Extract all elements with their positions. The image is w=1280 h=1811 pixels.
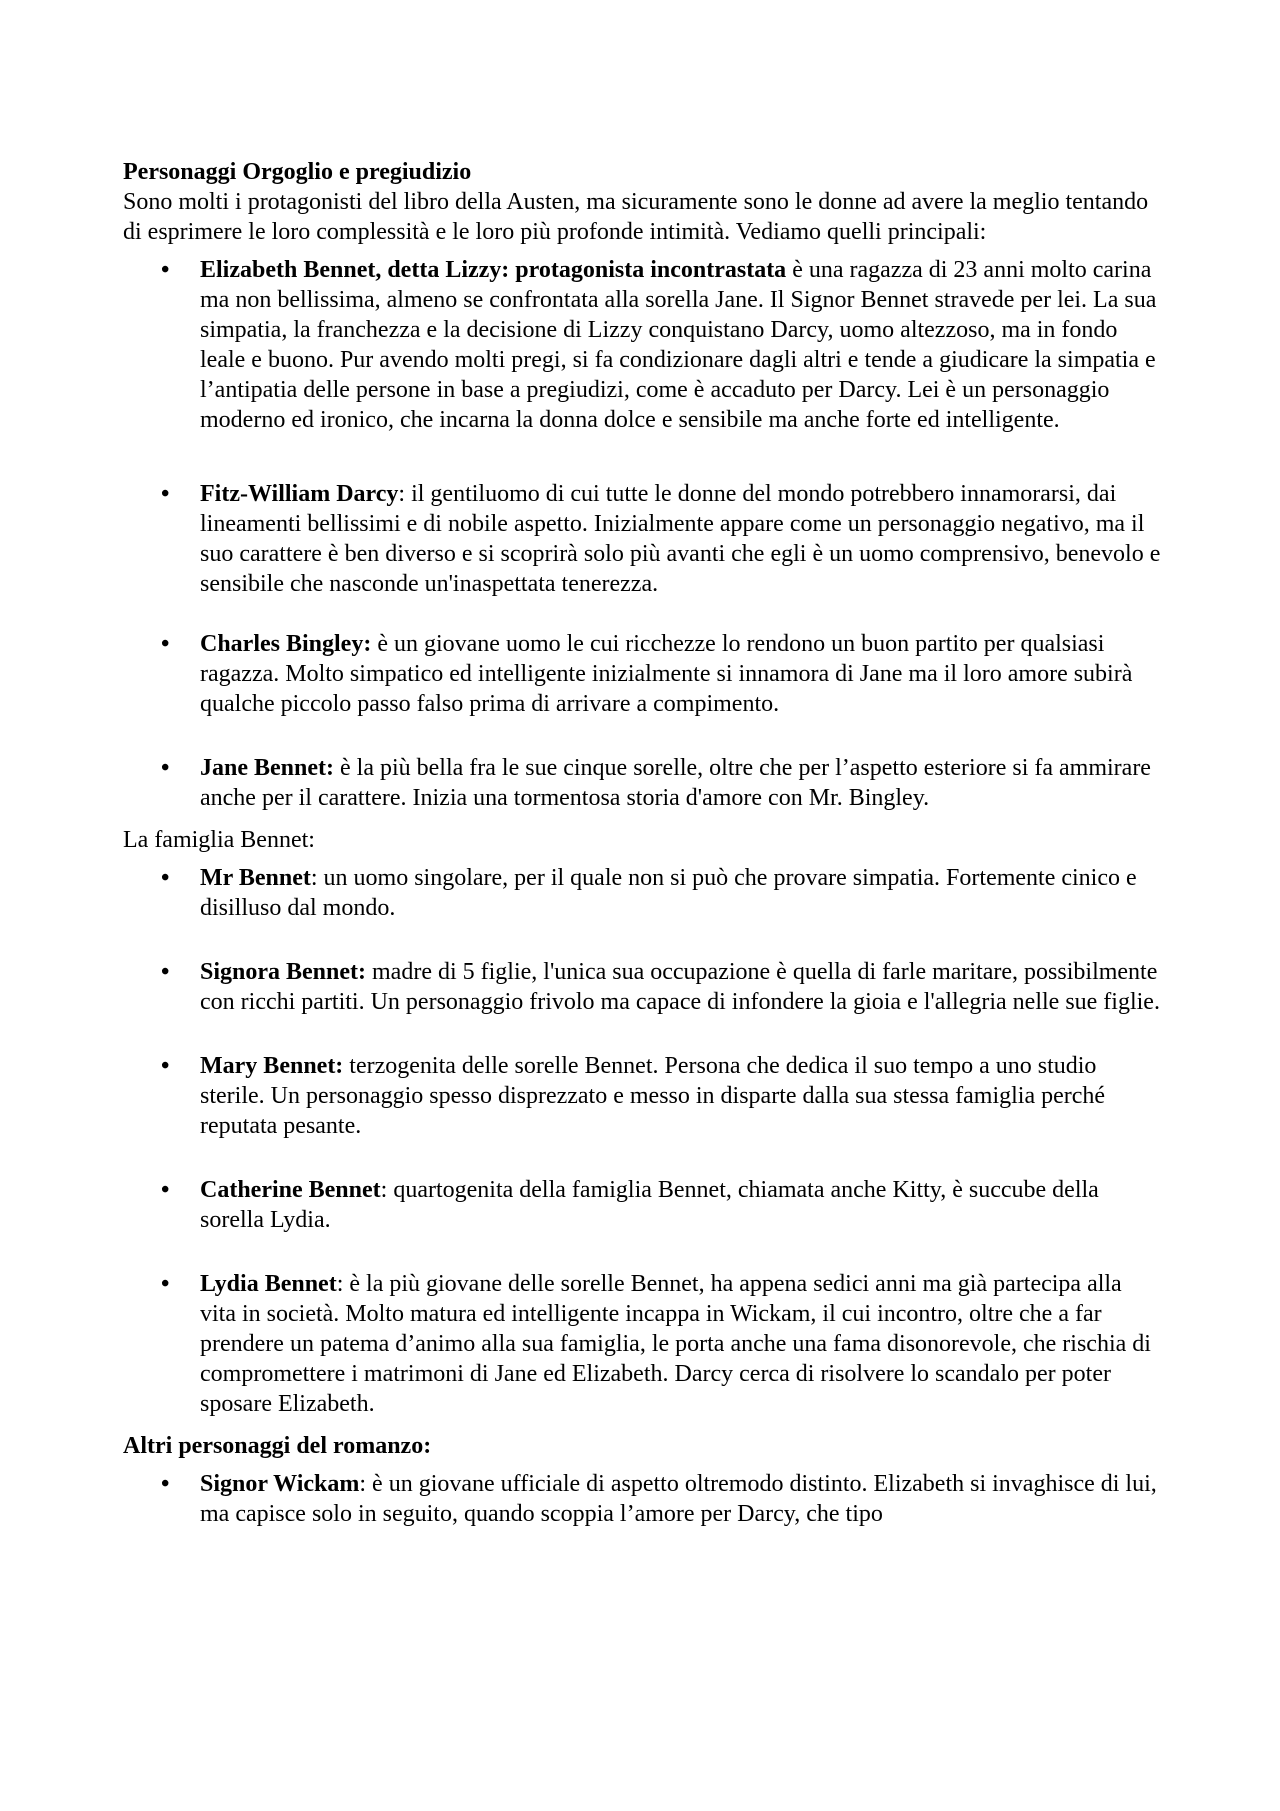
list-item [123,255,1163,435]
intro-paragraph: Sono molti i protagonisti del libro della Austen, ma sicuramente sono le donne ad avere la meglio tentando di esprimere le loro complessità e le loro più profonde intimità. Vediamo quelli principali: [123,189,1149,245]
bullet-icon: • [161,755,170,781]
bullet-icon: • [161,1053,170,1079]
list-item [123,1269,1163,1419]
character-name: Lydia Bennet [200,1271,337,1297]
others-list [123,1469,1163,1529]
others-heading: Altri personaggi del romanzo: [123,1433,432,1459]
bullet-icon: • [161,631,170,657]
family-list [123,863,1163,1419]
list-item [123,1175,1163,1235]
bullet-icon: • [161,257,170,283]
character-description: terzogenita delle sorelle Bennet. Persona che dedica il suo tempo a uno studio sterile. Un personaggio spesso disprezzato e messo in disparte dalla sua stessa famiglia perché reputata pesante. [200,1053,1106,1139]
bullet-icon: • [161,1271,170,1297]
list-item [123,1469,1163,1529]
main-characters-list [123,255,1163,813]
character-name: Charles Bingley: [200,631,372,657]
list-item [123,863,1163,923]
bullet-icon: • [161,865,170,891]
character-name: Mary Bennet: [200,1053,344,1079]
list-item [123,479,1163,599]
character-name: Signora Bennet: [200,959,367,985]
family-heading: La famiglia Bennet: [123,827,315,853]
character-name: Catherine Bennet [200,1177,381,1203]
character-description: è la più bella fra le sue cinque sorelle, oltre che per l’aspetto esteriore si fa ammirare anche per il carattere. Inizia una tormentosa storia d'amore con Mr. Bingley. [200,755,1151,811]
character-description: : è la più giovane delle sorelle Bennet, ha appena sedici anni ma già partecipa alla vita in società. Molto matura ed intelligente incappa in Wickam, il cui incontro, oltre che a far prendere un patema d’animo alla sua famiglia, le porta anche una fama disonorevole, che rischia di compromettere i matrimoni di Jane ed Elizabeth. Darcy cerca di risolvere lo scandalo per poter sposare Elizabeth. [200,1271,1151,1417]
document-page [123,157,1163,1529]
character-name: Fitz-William Darcy [200,481,399,507]
character-description: è una ragazza di 23 anni molto carina ma non bellissima, almeno se confrontata alla sorella Jane. Il Signor Bennet stravede per lei. La sua simpatia, la franchezza e la decisione di Lizzy conquistano Darcy, uomo altezzoso, ma in fondo leale e buono. Pur avendo molti pregi, si fa condizionare dagli altri e tende a giudicare la simpatia e l’antipatia delle persone in base a pregiudizi, come è accaduto per Darcy. Lei è un personaggio moderno ed ironico, che incarna la donna dolce e sensibile ma anche forte ed intelligente. [200,257,1157,433]
character-description: madre di 5 figlie, l'unica sua occupazione è quella di farle maritare, possibilmente con ricchi partiti. Un personaggio frivolo ma capace di infondere la gioia e l'allegria nelle sue figlie. [200,959,1160,1015]
list-item [123,957,1163,1017]
bullet-icon: • [161,959,170,985]
bullet-icon: • [161,1177,170,1203]
character-description: è un giovane uomo le cui ricchezze lo rendono un buon partito per qualsiasi ragazza. Molto simpatico ed intelligente inizialmente si innamora di Jane ma il loro amore subirà qualche piccolo passo falso prima di arrivare a compimento. [200,631,1133,717]
character-description: : un uomo singolare, per il quale non si può che provare simpatia. Fortemente cinico e disilluso dal mondo. [200,865,1137,921]
list-item [123,629,1163,719]
document-title: Personaggi Orgoglio e pregiudizio [123,159,472,185]
character-description: : quartogenita della famiglia Bennet, chiamata anche Kitty, è succube della sorella Lydia. [200,1177,1099,1233]
bullet-icon: • [161,1471,170,1497]
character-description: : il gentiluomo di cui tutte le donne del mondo potrebbero innamorarsi, dai lineamenti bellissimi e di nobile aspetto. Inizialmente appare come un personaggio negativo, ma il suo carattere è ben diverso e si scoprirà solo più avanti che egli è un uomo comprensivo, benevolo e sensibile che nasconde un'inaspettata tenerezza. [200,481,1161,597]
character-name: Elizabeth Bennet, detta Lizzy: protagonista incontrastata [200,257,787,283]
character-name: Signor Wickam [200,1471,360,1497]
character-description: : è un giovane ufficiale di aspetto oltremodo distinto. Elizabeth si invaghisce di lui, ma capisce solo in seguito, quando scoppia l’amore per Darcy, che tipo [200,1471,1157,1527]
character-name: Mr Bennet [200,865,311,891]
list-item [123,1051,1163,1141]
character-name: Jane Bennet: [200,755,334,781]
list-item [123,753,1163,813]
bullet-icon: • [161,481,170,507]
